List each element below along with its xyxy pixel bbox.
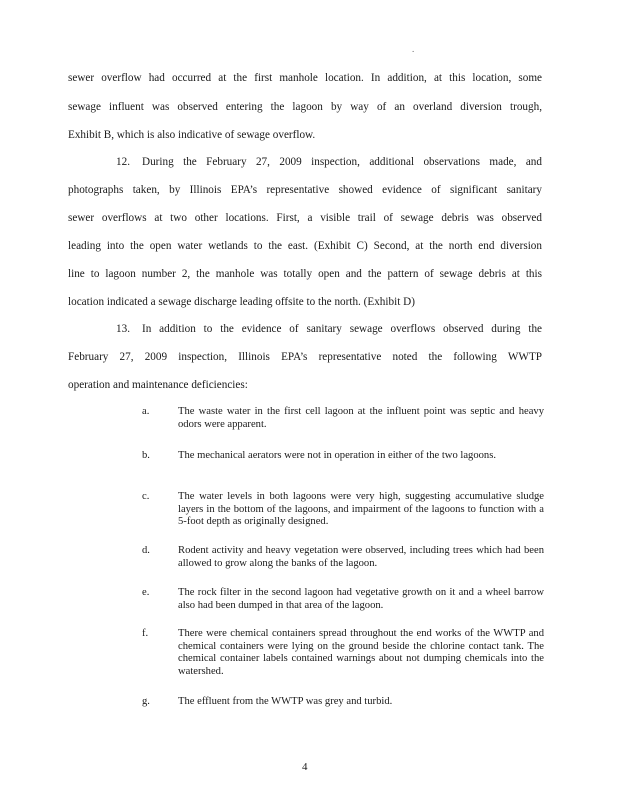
list-item-letter: d. [142,545,150,556]
list-item-letter: c. [142,491,150,502]
paragraph-13-line-1: In addition to the evidence of sanitary sewage overflows observed during the [142,323,542,335]
page-number: 4 [302,761,308,773]
list-item-text: There were chemical containers spread throughout the end works of the WWTP and chemical containers were lying on the ground beside the chlorine contact tank. The chemical container labels contained warnings about not dumping chemicals into the watershed. [178,628,544,677]
list-item-letter: f. [142,628,149,639]
list-item-text: The waste water in the first cell lagoon at the influent point was septic and heavy odors were apparent. [178,406,544,430]
list-item-text: The effluent from the WWTP was grey and turbid. [178,696,393,707]
paragraph-12-line-2: photographs taken, by Illinois EPA’s representative showed evidence of significant sanitary [68,184,542,196]
list-item-letter: a. [142,406,150,417]
paragraph-13-number: 13. [116,323,130,335]
paragraph-13-line-3: operation and maintenance deficiencies: [68,379,248,391]
paragraph-11-line-3: Exhibit B, which is also indicative of sewage overflow. [68,129,316,141]
paragraph-12-line-1: During the February 27, 2009 inspection, additional observations made, and [142,156,542,168]
paragraph-12-line-4: leading into the open water wetlands to the east. (Exhibit C) Second, at the north end diversion [68,240,542,252]
paragraph-12-number: 12. [116,156,130,168]
paragraph-11-line-1: sewer overflow had occurred at the first manhole location. In addition, at this location, some [68,72,542,84]
list-item-letter: b. [142,450,150,461]
paragraph-12-line-5: line to lagoon number 2, the manhole was totally open and the pattern of sewage debris at this [68,268,542,280]
top-mark: . [412,44,415,54]
paragraph-12-line-6: location indicated a sewage discharge leading offsite to the north. (Exhibit D) [68,296,415,308]
list-item-text: The mechanical aerators were not in operation in either of the two lagoons. [178,450,496,461]
list-item-letter: g. [142,696,150,707]
paragraph-13-line-2: February 27, 2009 inspection, Illinois EPA’s representative noted the following WWTP [68,351,542,363]
list-item-text: Rodent activity and heavy vegetation were observed, including trees which had been allowed to grow along the banks of the lagoon. [178,545,544,569]
list-item-text: The rock filter in the second lagoon had vegetative growth on it and a wheel barrow also had been dumped in that area of the lagoon. [178,587,544,611]
paragraph-12-line-3: sewer overflows at two other locations. First, a visible trail of sewage debris was observed [68,212,542,224]
list-item-letter: e. [142,587,150,598]
paragraph-11-line-2: sewage influent was observed entering the lagoon by way of an overland diversion trough, [68,101,542,113]
list-item-text: The water levels in both lagoons were very high, suggesting accumulative sludge layers in the bottom of the lagoons, and impairment of the lagoons to function with a 5-foot depth as originally designed. [178,491,544,528]
